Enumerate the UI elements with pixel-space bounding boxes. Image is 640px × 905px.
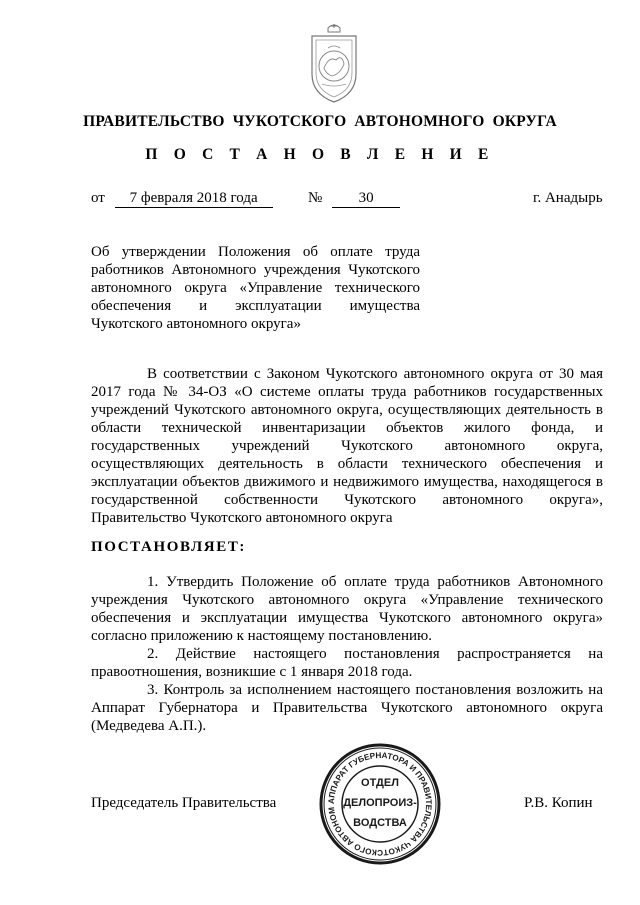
department-stamp bbox=[318, 742, 442, 866]
coat-of-arms-icon bbox=[304, 18, 364, 106]
resolution-item-2: 2. Действие настоящего постановления распространяется на правоотношения, возникшие с 1 января 2018 года. bbox=[91, 646, 603, 680]
number-value: 30 bbox=[332, 190, 400, 208]
resolution-item-3: 3. Контроль за исполнением настоящего постановления возложить на Аппарат Губернатора и Правительства Чукотского автономного округа (Медведева А.П.). bbox=[91, 682, 603, 734]
number-label: № bbox=[308, 190, 323, 206]
resolution-item-1: 1. Утвердить Положение об оплате труда работников Автономного учреждения Чукотского автономного округа «Управление технического обеспечения и эксплуатации имущества Чукотского автономного округа» согласно приложению к настоящему постановлению. bbox=[91, 574, 603, 644]
stamp-line-2: ДЕЛОПРОИЗ- bbox=[343, 797, 417, 809]
date-field bbox=[91, 190, 273, 208]
city: г. Анадырь bbox=[533, 190, 603, 206]
stamp-ring-text: АППАРАТ ГУБЕРНАТОРА И ПРАВИТЕЛЬСТВА ЧУКОТСКОГО АВТОНОМ bbox=[326, 750, 434, 858]
signatory-name: Р.В. Копин bbox=[524, 795, 593, 811]
document-subject: Об утверждении Положения об оплате труда работников Автономного учреждения Чукотского автономного округа «Управление технического обеспечения и эксплуатации имущества Чукотского автономного округа» bbox=[91, 244, 420, 332]
signatory-position: Председатель Правительства bbox=[91, 795, 277, 811]
stamp-line-3: ВОДСТВА bbox=[353, 817, 407, 829]
number-field bbox=[308, 190, 400, 208]
document-type: П О С Т А Н О В Л Е Н И Е bbox=[145, 146, 495, 163]
resolution-items bbox=[91, 573, 603, 735]
government-title: ПРАВИТЕЛЬСТВО ЧУКОТСКОГО АВТОНОМНОГО ОКРУГА bbox=[83, 113, 557, 130]
preamble-paragraph: В соответствии с Законом Чукотского автономного округа от 30 мая 2017 года № 34-ОЗ «О системе оплаты труда работников государственных учреждений Чукотского автономного округа, осуществляющих деятельность в области технической инвентаризации объектов жилого фонда, и государственных учреждений Чукотского автономного округа, осуществляющих деятельность в области технического обеспечения и эксплуатации объектов движимого и недвижимого имущества, находящегося в государственной собственности Чукотского автономного округа», Правительство Чукотского автономного округа bbox=[91, 366, 603, 526]
date-value: 7 февраля 2018 года bbox=[115, 190, 273, 208]
stamp-line-1: ОТДЕЛ bbox=[361, 777, 399, 789]
resolves-heading: ПОСТАНОВЛЯЕТ: bbox=[91, 539, 247, 555]
from-label: от bbox=[91, 190, 105, 206]
